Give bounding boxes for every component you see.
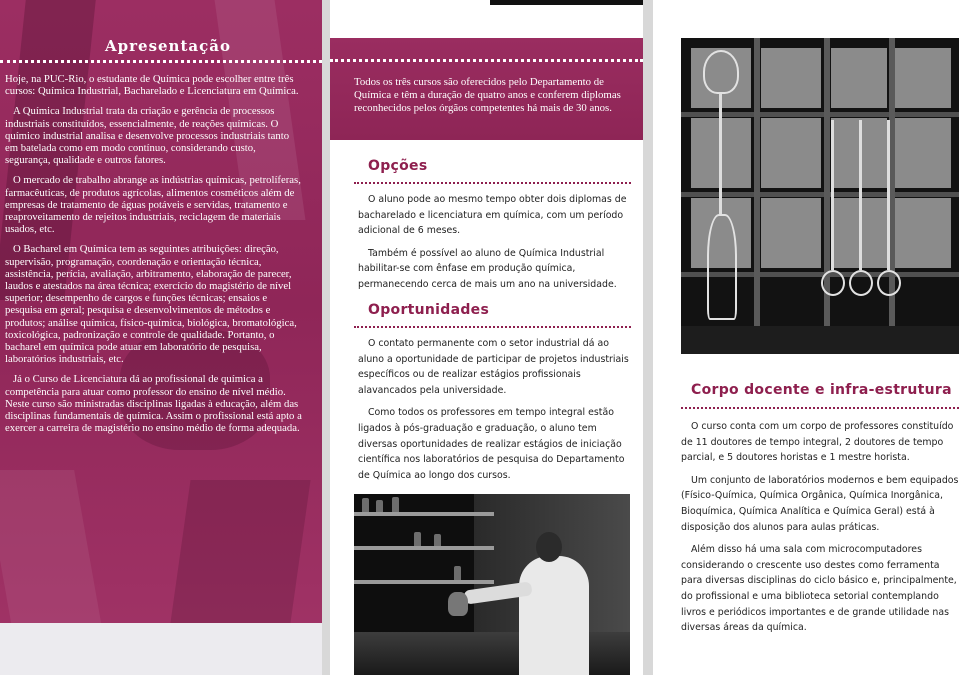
- paragraph: O contato permanente com o setor industrial dá ao aluno a oportunidade de participar de projetos industriais específicos ou de realizar estágios profissionais alavancados pela universidade.: [358, 338, 629, 396]
- paragraph: Já o Curso de Licenciatura dá ao profissional de química a competência para atuar como professor do ensino de nível médio. Neste curso são ministradas disciplinas ligadas à educação, além das disciplinas fundamentais de química. Assim o profissional está apto a exercer a carreira de magistério no ensino médio de forma adequada.: [5, 373, 302, 435]
- section-title-opcoes: Opções: [368, 158, 428, 174]
- paragraph: Hoje, na PUC-Rio, o estudante de Química pode escolher entre três cursos: Química Industrial, Bacharelado e Licenciatura em Química.: [5, 73, 299, 98]
- paragraph: Um conjunto de laboratórios modernos e bem equipados (Físico-Química, Química Orgânica, Química Inorgânica, Bioquímica, Química Analítica e Química Geral) está à disposição dos alunos para aulas práticas.: [681, 474, 959, 533]
- dotted-divider: [330, 59, 643, 62]
- paragraph: O mercado de trabalho abrange as indústrias químicas, petrolíferas, farmacêuticas, de produtos agrícolas, alimentos cosméticos além de empresas de tratamento de águas potáveis e servidas, tratamento e reaproveitamento de rejeitos industriais, reciclagem de materiais usados, etc.: [5, 174, 301, 236]
- panel-corpo-docente: [653, 0, 968, 675]
- corpo-docente-text: [681, 419, 959, 643]
- paragraph: O Bacharel em Química tem as seguintes atribuições: direção, supervisão, programação, coordenação e orientação técnica, assistência, perícia, avaliação, arbitramento, elaboração de parecer, laudos e atestados na área técnica; exercício do magistério de nível superior; desempenho de cargos e funções técnicas; ensaios e pesquisa em geral; pesquisa e desenvolvimentos de métodos e produtos; análise química, físico-química, biológica, bromatológica, toxicológica, padronização e controle de qualidade. Portanto, o bacharel em química pode atuar em laboratório de pesquisa, laboratórios industriais, etc.: [5, 243, 297, 366]
- apresentacao-text: [5, 73, 303, 442]
- lab-technician-photo: [354, 494, 630, 675]
- section-title-corpo-docente: Corpo docente e infra-estrutura: [691, 382, 952, 398]
- background-texture: [169, 480, 310, 630]
- dotted-divider: [354, 182, 631, 184]
- paragraph: Também é possível ao aluno de Química Industrial habilitar-se com ênfase em produção química, permanecendo cerca de mais um ano na universidade.: [358, 247, 617, 290]
- oportunidades-text: [358, 336, 630, 490]
- section-title-apresentacao: Apresentação: [105, 37, 231, 55]
- paragraph: O aluno pode ao mesmo tempo obter dois diplomas de bacharelado e licenciatura em química, com um período adicional de 6 meses.: [358, 194, 627, 237]
- intro-band: [330, 38, 643, 140]
- top-edge: [490, 0, 643, 5]
- opcoes-text: [358, 192, 630, 300]
- panel-bottom-strip: [0, 623, 322, 675]
- panel-apresentacao: [0, 0, 322, 675]
- fold-gutter: [322, 0, 330, 675]
- dotted-divider: [0, 60, 322, 64]
- fold-gutter: [643, 0, 653, 675]
- paragraph: O curso conta com um corpo de professores constituído de 11 doutores de tempo integral, 2 doutores de tempo parcial, e 5 doutores horistas e 1 mestre horista.: [681, 421, 954, 464]
- paragraph: Além disso há uma sala com microcomputadores considerando o crescente uso destes como ferramenta para diversas disciplinas do ciclo básico e, principalmente, do profissional e uma biblioteca setorial contemplando livros e periódicos importantes e de grande utilidade nas diversas áreas da química.: [681, 544, 957, 634]
- paragraph: Como todos os professores em tempo integral estão ligados à pós-graduação e graduação, o aluno tem diversas oportunidades de realizar estágios de iniciação científica nos laboratórios de pesquisa do Departamento de Química ao longo dos cursos.: [358, 407, 625, 481]
- section-title-oportunidades: Oportunidades: [368, 302, 490, 318]
- paragraph: A Química Industrial trata da criação e gerência de processos industriais constituídos, essencialmente, de reações químicas. O químico industrial analisa e desenvolve processos industriais tanto em batelada como em modo contínuo, considerando custo, segurança, qualidade e outros fatores.: [5, 105, 290, 167]
- panel-opcoes: [330, 0, 643, 675]
- intro-text: Todos os três cursos são oferecidos pelo Departamento de Química e têm a duração de quatro anos e conferem diplomas reconhecidos pelos órgãos competentes há mais de 30 anos.: [354, 76, 621, 114]
- dotted-divider: [681, 407, 959, 409]
- dotted-divider: [354, 326, 631, 328]
- lab-glassware-photo: [681, 38, 959, 354]
